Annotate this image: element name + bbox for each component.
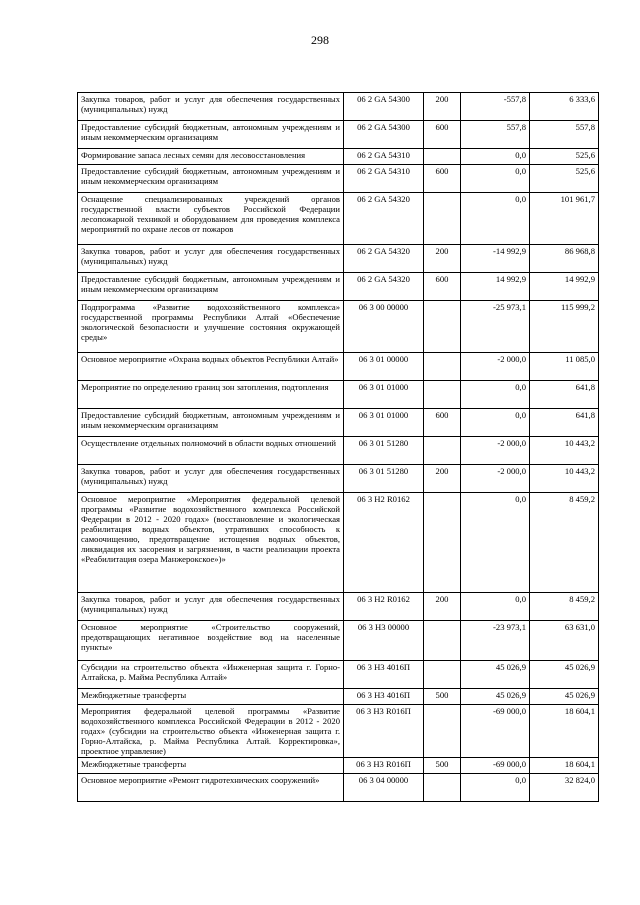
row-change-amount: -2 000,0 [461,465,530,493]
row-total-amount: 8 459,2 [530,493,599,593]
row-expense-type: 600 [424,409,461,437]
row-description: Подпрограмма «Развитие водохозяйственного комплекса» государственной программы Республики Алтай «Обеспечение экологической безопасности и улучшение состояния окружающей среды» [78,301,344,353]
row-total-amount: 63 631,0 [530,621,599,661]
row-change-amount: -2 000,0 [461,437,530,465]
row-change-amount: 14 992,9 [461,273,530,301]
row-expense-type [424,493,461,593]
row-change-amount: 45 026,9 [461,661,530,689]
row-code: 06 3 Н3 R016П [344,705,424,758]
row-description: Закупка товаров, работ и услуг для обеспечения государственных (муниципальных) нужд [78,593,344,621]
row-expense-type: 200 [424,593,461,621]
row-description: Мероприятие по определению границ зон затопления, подтопления [78,381,344,409]
row-change-amount: -25 973,1 [461,301,530,353]
row-total-amount: 101 961,7 [530,193,599,245]
table-row [78,493,599,593]
row-description: Основное мероприятие «Мероприятия федеральной целевой программы «Развитие водохозяйственного комплекса Российской Федерации в 2012 - 2020 годах» (восстановление и экологическая реабилитация водных объектов, утративших способность к самоочищению, предотвращение истощения водных объектов, ликвидация их засорения и загрязнения, в части реализации проекта «Реабилитация озера Манжерокское»)» [78,493,344,593]
table-row [78,193,599,245]
row-total-amount: 86 968,8 [530,245,599,273]
row-total-amount: 45 026,9 [530,689,599,705]
row-total-amount: 641,8 [530,409,599,437]
row-code: 06 2 GA 54310 [344,149,424,165]
row-description: Предоставление субсидий бюджетным, автономным учреждениям и иным некоммерческим организациям [78,165,344,193]
row-code: 06 3 01 51280 [344,437,424,465]
row-change-amount: 0,0 [461,593,530,621]
row-change-amount: -69 000,0 [461,705,530,758]
row-code: 06 3 Н3 00000 [344,621,424,661]
row-description: Формирование запаса лесных семян для лесовосстановления [78,149,344,165]
table-row [78,465,599,493]
row-total-amount: 115 999,2 [530,301,599,353]
row-change-amount: 0,0 [461,149,530,165]
budget-table-body [78,93,599,802]
table-row [78,301,599,353]
table-row [78,149,599,165]
row-description: Предоставление субсидий бюджетным, автономным учреждениям и иным некоммерческим организациям [78,409,344,437]
row-total-amount: 32 824,0 [530,774,599,802]
row-code: 06 3 01 00000 [344,353,424,381]
row-code: 06 2 GA 54300 [344,121,424,149]
row-description: Закупка товаров, работ и услуг для обеспечения государственных (муниципальных) нужд [78,465,344,493]
row-expense-type: 600 [424,165,461,193]
row-expense-type [424,301,461,353]
row-expense-type: 200 [424,245,461,273]
table-row [78,661,599,689]
row-change-amount: -14 992,9 [461,245,530,273]
row-expense-type [424,661,461,689]
row-expense-type: 500 [424,758,461,774]
table-row [78,437,599,465]
row-change-amount: 557,8 [461,121,530,149]
row-description: Межбюджетные трансферты [78,689,344,705]
row-description: Осуществление отдельных полномочий в области водных отношений [78,437,344,465]
row-change-amount: -557,8 [461,93,530,121]
row-total-amount: 641,8 [530,381,599,409]
row-description: Основное мероприятие «Ремонт гидротехнических сооружений» [78,774,344,802]
row-change-amount: 0,0 [461,165,530,193]
budget-table [77,92,599,802]
row-expense-type [424,705,461,758]
row-change-amount: 45 026,9 [461,689,530,705]
row-description: Основное мероприятие «Охрана водных объектов Республики Алтай» [78,353,344,381]
row-description: Предоставление субсидий бюджетным, автономным учреждениям и иным некоммерческим организациям [78,273,344,301]
row-code: 06 3 Н2 R0162 [344,593,424,621]
row-expense-type: 200 [424,465,461,493]
row-expense-type [424,381,461,409]
row-code: 06 3 Н2 R0162 [344,493,424,593]
row-code: 06 3 00 00000 [344,301,424,353]
row-total-amount: 525,6 [530,149,599,165]
row-expense-type [424,193,461,245]
table-row [78,621,599,661]
row-change-amount: 0,0 [461,493,530,593]
row-change-amount: -23 973,1 [461,621,530,661]
row-description: Межбюджетные трансферты [78,758,344,774]
row-total-amount: 557,8 [530,121,599,149]
table-row [78,353,599,381]
row-expense-type [424,353,461,381]
row-total-amount: 14 992,9 [530,273,599,301]
row-total-amount: 6 333,6 [530,93,599,121]
table-row [78,381,599,409]
row-expense-type: 600 [424,121,461,149]
table-row [78,121,599,149]
row-expense-type: 200 [424,93,461,121]
row-total-amount: 18 604,1 [530,758,599,774]
row-total-amount: 10 443,2 [530,437,599,465]
row-total-amount: 525,6 [530,165,599,193]
row-expense-type [424,621,461,661]
row-code: 06 3 01 01000 [344,409,424,437]
row-code: 06 2 GA 54300 [344,93,424,121]
row-code: 06 3 01 51280 [344,465,424,493]
row-code: 06 2 GA 54320 [344,193,424,245]
row-description: Основное мероприятие «Строительство сооружений, предотвращающих негативное воздействие вод на населенные пункты» [78,621,344,661]
table-row [78,93,599,121]
row-change-amount: -2 000,0 [461,353,530,381]
table-row [78,245,599,273]
table-row [78,758,599,774]
row-total-amount: 18 604,1 [530,705,599,758]
row-total-amount: 11 085,0 [530,353,599,381]
row-code: 06 3 Н3 4016П [344,661,424,689]
row-expense-type [424,149,461,165]
table-row [78,593,599,621]
row-total-amount: 45 026,9 [530,661,599,689]
table-row [78,273,599,301]
table-row [78,774,599,802]
row-change-amount: 0,0 [461,193,530,245]
table-row [78,705,599,758]
row-change-amount: 0,0 [461,774,530,802]
page-number: 298 [311,33,329,47]
row-description: Оснащение специализированных учреждений органов государственной власти субъектов Российской Федерации лесопожарной техникой и оборудованием для проведения комплекса мероприятий по охране лесов от пожаров [78,193,344,245]
table-row [78,689,599,705]
row-description: Закупка товаров, работ и услуг для обеспечения государственных (муниципальных) нужд [78,245,344,273]
row-change-amount: -69 000,0 [461,758,530,774]
row-description: Предоставление субсидий бюджетным, автономным учреждениям и иным некоммерческим организациям [78,121,344,149]
row-expense-type: 600 [424,273,461,301]
row-code: 06 2 GA 54320 [344,245,424,273]
row-description: Мероприятия федеральной целевой программы «Развитие водохозяйственного комплекса Российской Федерации в 2012 - 2020 годах» (субсидии на строительство объекта «Инженерная защита г. Горно-Алтайска, р. Майма Республика Алтай. Корректировка», проектное управление) [78,705,344,758]
row-code: 06 3 04 00000 [344,774,424,802]
row-change-amount: 0,0 [461,409,530,437]
row-code: 06 3 01 01000 [344,381,424,409]
row-code: 06 3 Н3 4016П [344,689,424,705]
row-expense-type: 500 [424,689,461,705]
row-expense-type [424,437,461,465]
row-code: 06 2 GA 54310 [344,165,424,193]
row-code: 06 2 GA 54320 [344,273,424,301]
row-total-amount: 10 443,2 [530,465,599,493]
table-row [78,409,599,437]
table-row [78,165,599,193]
row-total-amount: 8 459,2 [530,593,599,621]
row-expense-type [424,774,461,802]
row-change-amount: 0,0 [461,381,530,409]
row-description: Закупка товаров, работ и услуг для обеспечения государственных (муниципальных) нужд [78,93,344,121]
row-code: 06 3 Н3 R016П [344,758,424,774]
row-description: Субсидии на строительство объекта «Инженерная защита г. Горно-Алтайска, р. Майма Республика Алтай» [78,661,344,689]
